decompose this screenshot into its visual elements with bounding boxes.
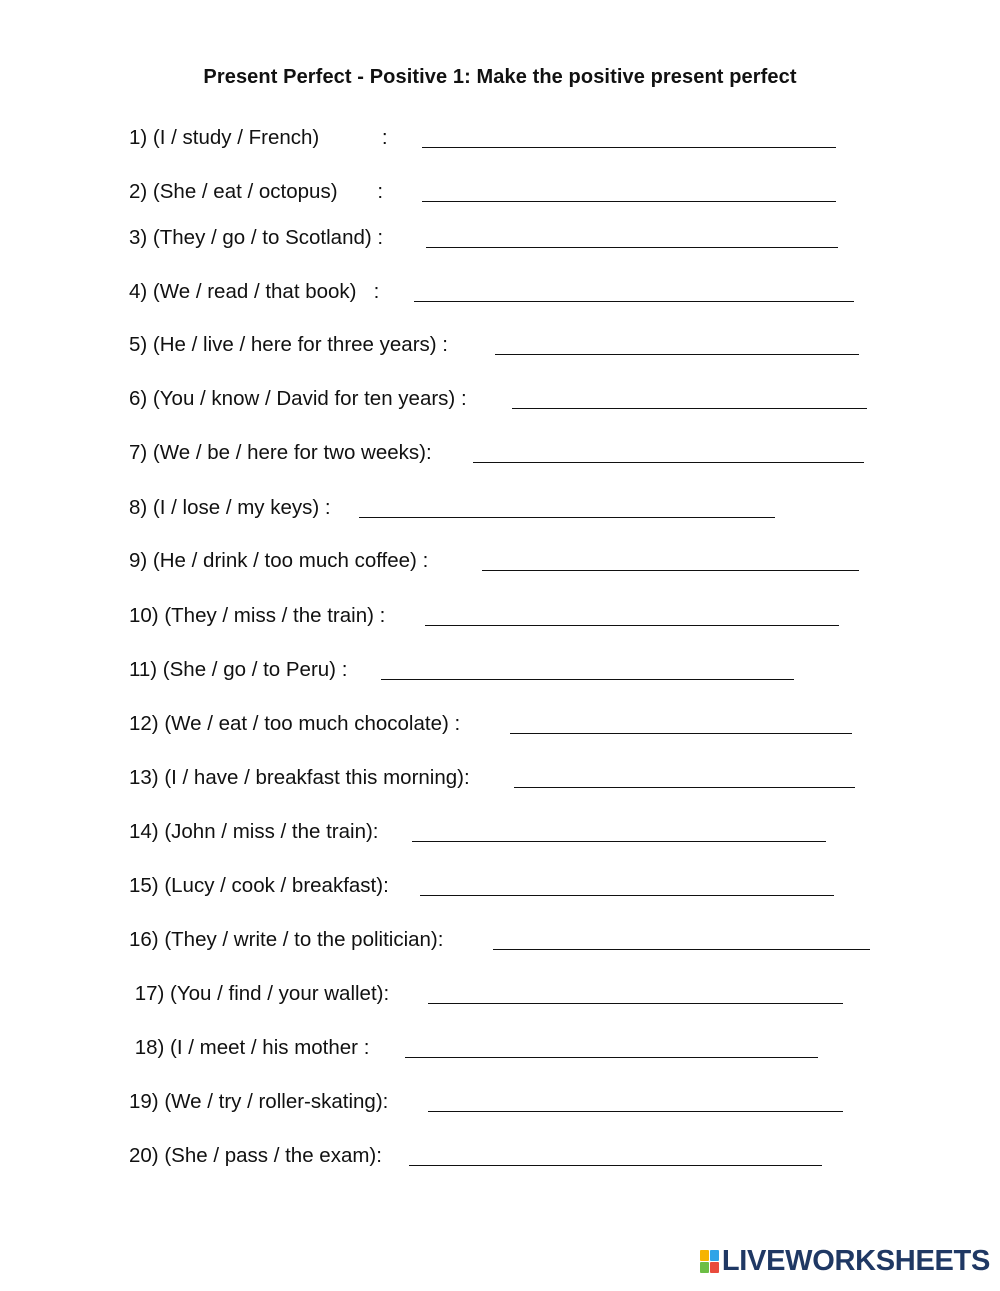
- answer-blank-15[interactable]: [420, 895, 834, 896]
- item-prompt-9: 9) (He / drink / too much coffee) :: [129, 549, 429, 572]
- answer-blank-13[interactable]: [514, 787, 855, 788]
- answer-blank-1[interactable]: [422, 147, 836, 148]
- logo-text: LIVEWORKSHEETS: [721, 1244, 990, 1277]
- answer-blank-19[interactable]: [428, 1111, 843, 1112]
- item-prompt-1: 1) (I / study / French) :: [129, 126, 388, 149]
- item-prompt-19: 19) (We / try / roller-skating):: [129, 1090, 389, 1113]
- item-prompt-4: 4) (We / read / that book) :: [129, 280, 380, 303]
- answer-blank-7[interactable]: [473, 462, 864, 463]
- answer-blank-10[interactable]: [425, 625, 839, 626]
- item-prompt-17: 17) (You / find / your wallet):: [129, 982, 390, 1005]
- answer-blank-9[interactable]: [482, 570, 859, 571]
- item-prompt-10: 10) (They / miss / the train) :: [129, 604, 386, 627]
- item-prompt-2: 2) (She / eat / octopus) :: [129, 180, 384, 203]
- item-prompt-20: 20) (She / pass / the exam):: [129, 1144, 382, 1167]
- item-prompt-15: 15) (Lucy / cook / breakfast):: [129, 874, 389, 897]
- item-prompt-13: 13) (I / have / breakfast this morning):: [129, 766, 470, 789]
- answer-blank-2[interactable]: [422, 201, 836, 202]
- item-prompt-16: 16) (They / write / to the politician):: [129, 928, 444, 951]
- answer-blank-17[interactable]: [428, 1003, 843, 1004]
- item-prompt-14: 14) (John / miss / the train):: [129, 820, 379, 843]
- item-prompt-5: 5) (He / live / here for three years) :: [129, 333, 449, 356]
- answer-blank-6[interactable]: [512, 408, 867, 409]
- item-prompt-18: 18) (I / meet / his mother :: [129, 1036, 370, 1059]
- item-prompt-6: 6) (You / know / David for ten years) :: [129, 387, 467, 410]
- answer-blank-11[interactable]: [381, 679, 794, 680]
- item-prompt-7: 7) (We / be / here for two weeks):: [129, 441, 432, 464]
- worksheet-title: Present Perfect - Positive 1: Make the positive present perfect: [203, 66, 797, 88]
- answer-blank-3[interactable]: [426, 247, 838, 248]
- answer-blank-20[interactable]: [409, 1165, 822, 1166]
- item-prompt-11: 11) (She / go / to Peru) :: [129, 658, 348, 681]
- answer-blank-14[interactable]: [412, 841, 826, 842]
- item-prompt-12: 12) (We / eat / too much chocolate) :: [129, 712, 461, 735]
- liveworksheets-logo[interactable]: [700, 1245, 990, 1277]
- item-prompt-3: 3) (They / go / to Scotland) :: [129, 226, 384, 249]
- answer-blank-8[interactable]: [359, 517, 775, 518]
- answer-blank-4[interactable]: [414, 301, 854, 302]
- answer-blank-5[interactable]: [495, 354, 859, 355]
- answer-blank-12[interactable]: [510, 733, 852, 734]
- item-prompt-8: 8) (I / lose / my keys) :: [129, 496, 331, 519]
- liveworksheets-logo-icon: [700, 1250, 719, 1273]
- answer-blank-18[interactable]: [405, 1057, 818, 1058]
- answer-blank-16[interactable]: [493, 949, 870, 950]
